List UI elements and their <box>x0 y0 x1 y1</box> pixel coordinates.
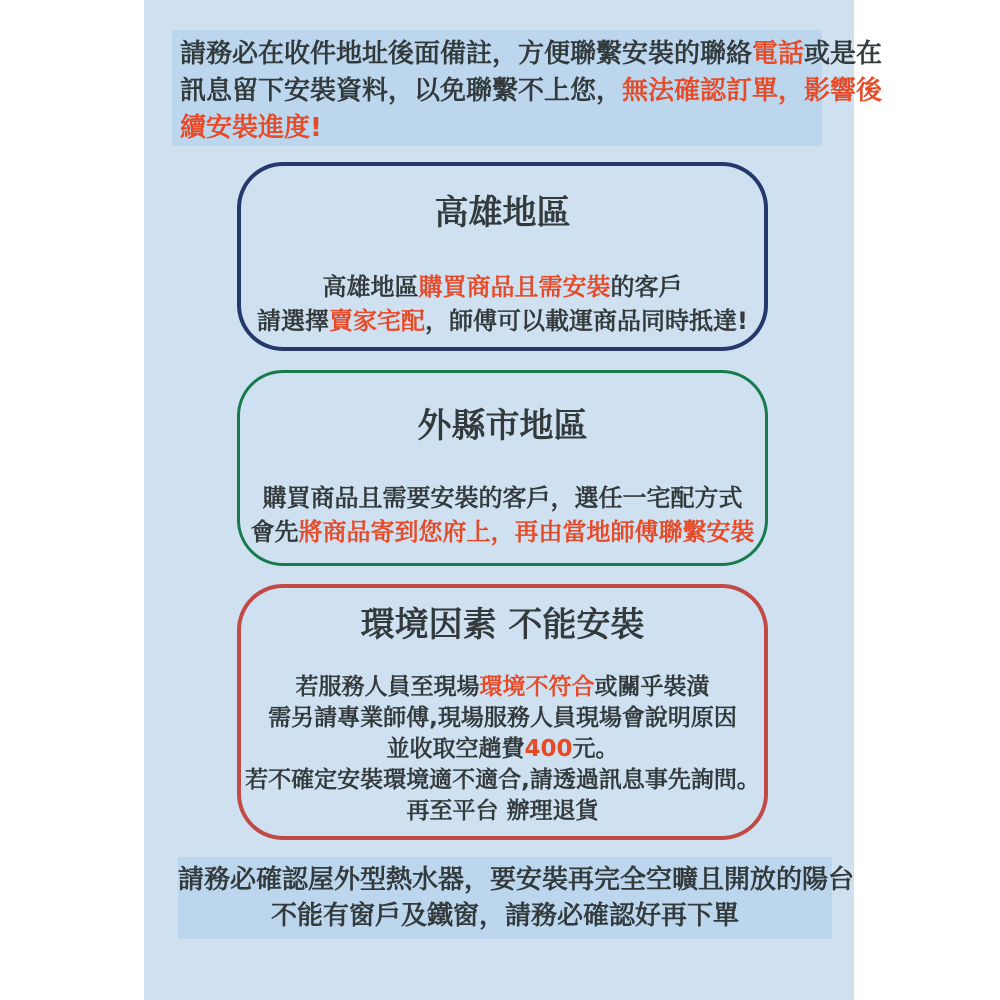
notice-line <box>241 765 764 796</box>
notice-line <box>241 270 764 304</box>
notice-line <box>241 304 764 338</box>
kaohsiung-region-body <box>241 270 764 338</box>
notice-text: 並收取空趟費 <box>386 736 525 762</box>
notice-text: 的客戶 <box>610 273 683 301</box>
notice-text-highlight: 400 <box>524 736 573 762</box>
notice-text-highlight: 賣家宅配 <box>329 307 426 335</box>
other-region-title: 外縣市地區 <box>417 406 588 446</box>
notice-text: ，師傅可以載運商品同時抵達! <box>425 307 748 335</box>
notice-text: 高雄地區 <box>322 273 419 301</box>
notice-text-highlight: 無法確認訂單，影響後 <box>622 76 883 106</box>
environment-restriction-body <box>241 672 764 827</box>
notice-text: 請務必確認屋外型熱水器，要安裝再完全空曠且開放的陽台 <box>178 865 855 895</box>
notice-text: 請選擇 <box>257 307 330 335</box>
notice-text: 會先 <box>250 518 299 546</box>
kaohsiung-region-box <box>237 162 768 351</box>
bottom-heater-notice <box>178 857 855 939</box>
environment-restriction-title: 環境因素 不能安裝 <box>360 605 645 645</box>
notice-text: 再至平台 辦理退貨 <box>406 798 599 824</box>
notice-line <box>180 73 883 110</box>
kaohsiung-region-title: 高雄地區 <box>434 193 571 233</box>
notice-line <box>241 703 764 734</box>
notice-text-highlight: 電話 <box>752 39 805 69</box>
notice-text: 訊息留下安裝資料，以免聯繫不上您， <box>180 76 623 106</box>
notice-line <box>241 734 764 765</box>
notice-text: 或關乎裝潢 <box>594 674 710 700</box>
notice-text: 若服務人員至現場 <box>295 674 480 700</box>
notice-text-highlight: 環境不符合 <box>479 674 595 700</box>
notice-text-highlight: 續安裝進度! <box>180 113 322 143</box>
notice-text-highlight: 購買商品且需安裝 <box>418 273 611 301</box>
notice-text: 元。 <box>572 736 619 762</box>
notice-text: 不能有窗戶及鐵窗，請務必確認好再下單 <box>270 901 739 931</box>
notice-text: 購買商品且需要安裝的客戶，選任一宅配方式 <box>262 484 743 512</box>
other-region-box <box>237 370 768 566</box>
notice-line <box>178 862 855 898</box>
notice-text: 若不確定安裝環境適不適合,請透過訊息事先詢問。 <box>245 767 760 793</box>
notice-line <box>178 898 832 934</box>
notice-text-highlight: 將商品寄到您府上，再由當地師傅聯繫安裝 <box>298 518 755 546</box>
notice-line <box>241 672 764 703</box>
environment-restriction-box <box>237 584 768 840</box>
notice-text: 請務必在收件地址後面備註，方便聯繫安裝的聯絡 <box>180 39 753 69</box>
notice-line <box>180 36 883 73</box>
notice-line <box>240 515 765 549</box>
notice-line <box>241 796 764 827</box>
top-contact-notice <box>172 30 883 146</box>
notice-text: 或是在 <box>804 39 883 69</box>
notice-line <box>180 110 818 147</box>
notice-text: 需另請專業師傅,現場服務人員現場會說明原因 <box>268 705 737 731</box>
notice-line <box>240 481 765 515</box>
other-region-body <box>240 481 765 549</box>
